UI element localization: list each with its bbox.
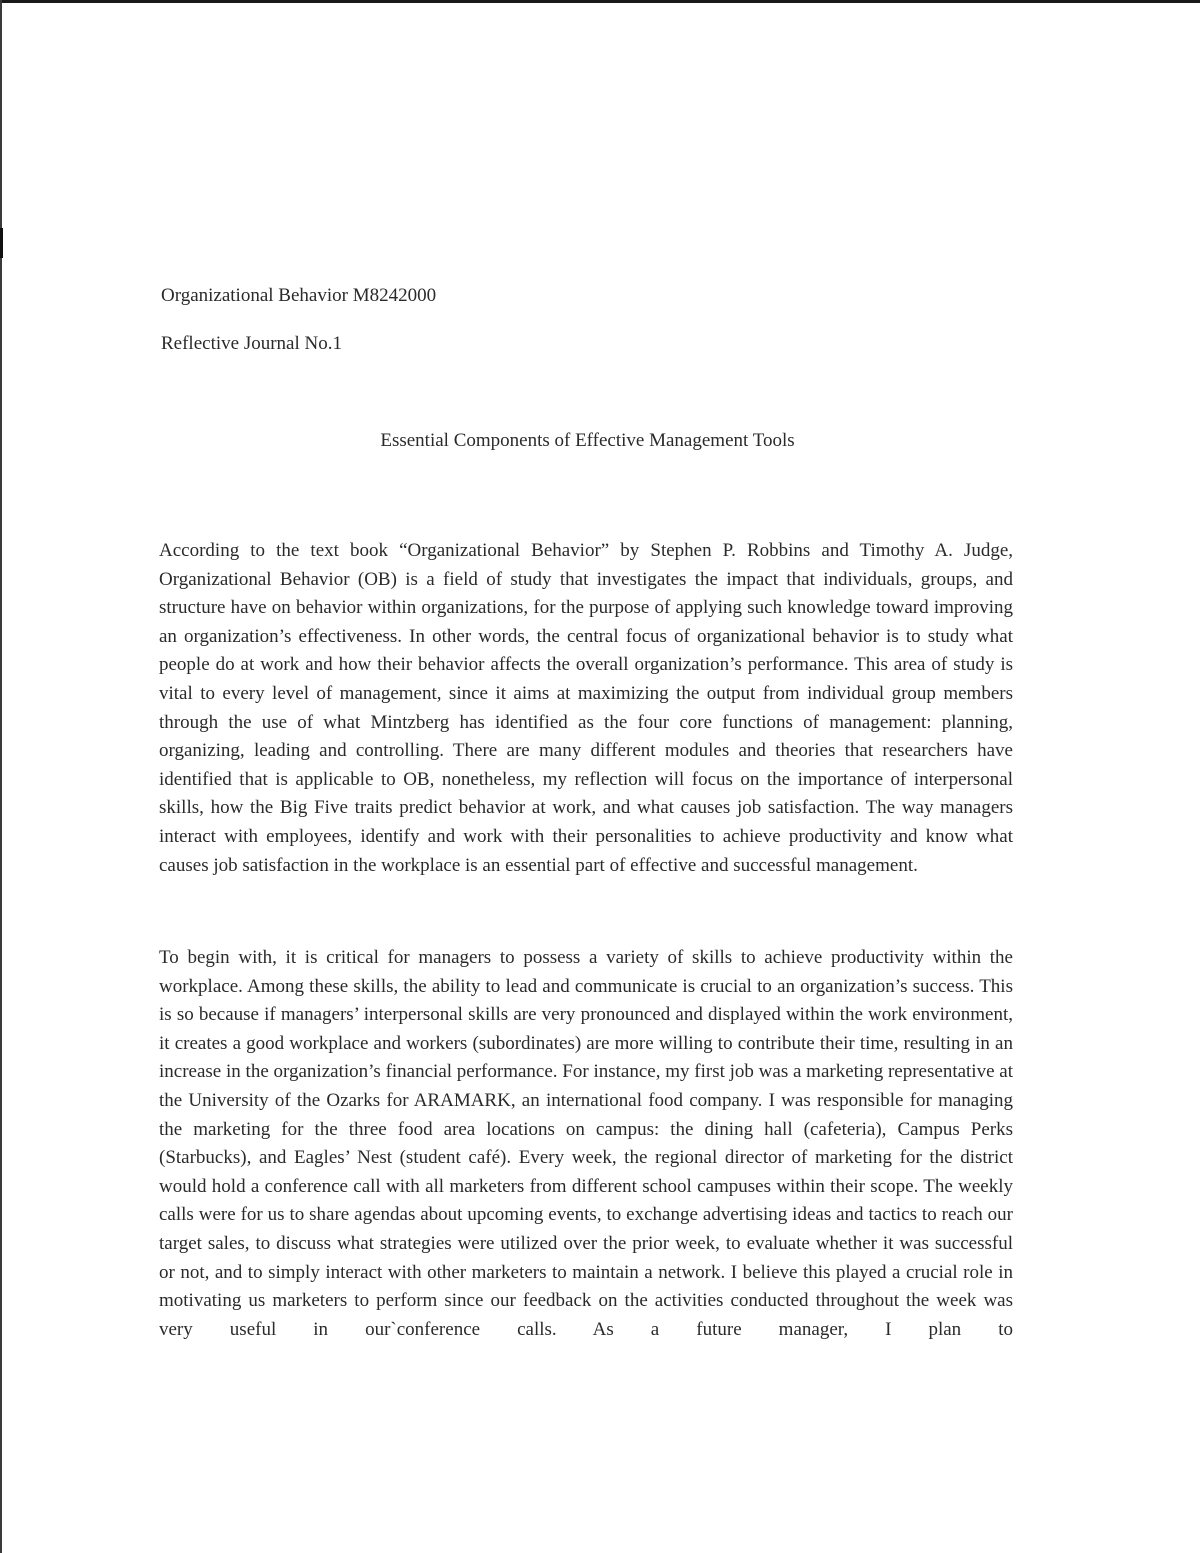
- journal-number: Reflective Journal No.1: [161, 333, 342, 354]
- essay-title: Essential Components of Effective Management Tools: [380, 430, 795, 451]
- paragraph-interpersonal-skills: To begin with, it is critical for managers to possess a variety of skills to achieve productivity within the workplace. Among these skills, the ability to lead and communicate is crucial to an organization’s success. This is so because if managers’ interpersonal skills are very pronounced and displayed within the work environment, it creates a good workplace and workers (subordinates) are more willing to contribute their time, resulting in an increase in the organization’s financial performance. For instance, my first job was a marketing representative at the University of the Ozarks for ARAMARK, an international food company. I was responsible for managing the marketing for the three food area locations on campus: the dining hall (cafeteria), Campus Perks (Starbucks), and Eagles’ Nest (student café). Every week, the regional director of marketing for the district would hold a conference call with all marketers from different school campuses within their scope. The weekly calls were for us to share agendas about upcoming events, to exchange advertising ideas and tactics to reach our target sales, to discuss what strategies were utilized over the prior week, to evaluate whether it was successful or not, and to simply interact with other marketers to maintain a network. I believe this played a crucial role in motivating us marketers to perform since our feedback on the activities conducted throughout the week was very useful in our`conference calls. As a future manager, I plan to: [159, 947, 1013, 1340]
- course-line: Organizational Behavior M8242000: [161, 285, 437, 306]
- scan-mark: [0, 228, 3, 258]
- scan-border-top: [0, 0, 1200, 3]
- paragraph-intro: According to the text book “Organizational Behavior” by Stephen P. Robbins and Timothy A. Judge, Organizational Behavior (OB) is a field of study that investigates the impact that individuals, groups, and structure have on behavior within organizations, for the purpose of applying such knowledge toward improving an organization’s effectiveness. In other words, the central focus of organizational behavior is to study what people do at work and how their behavior affects the overall organization’s performance. This area of study is vital to every level of management, since it aims at maximizing the output from individual group members through the use of what Mintzberg has identified as the four core functions of management: planning, organizing, leading and controlling. There are many different modules and theories that researchers have identified that is applicable to OB, nonetheless, my reflection will focus on the importance of interpersonal skills, how the Big Five traits predict behavior at work, and what causes job satisfaction. The way managers interact with employees, identify and work with their personalities to achieve productivity and know what causes job satisfaction in the workplace is an essential part of effective and successful management.: [159, 540, 1013, 876]
